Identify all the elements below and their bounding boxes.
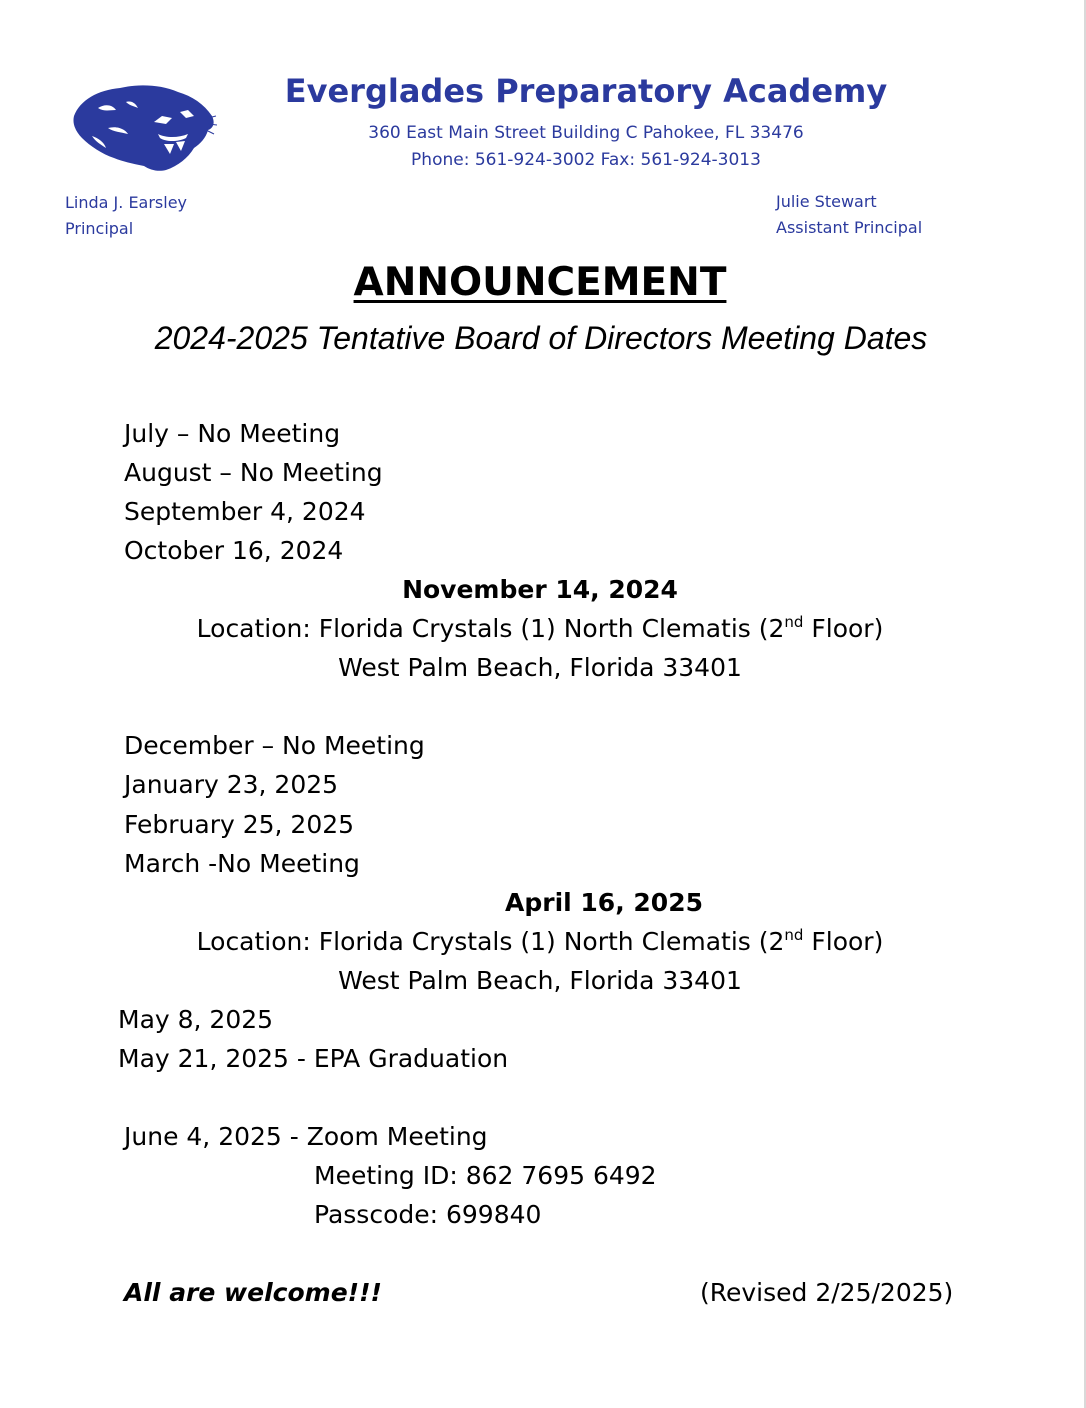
announcement-title: ANNOUNCEMENT [353,260,727,305]
school-phone-fax: Phone: 561-924-3002 Fax: 561-924-3013 [411,150,761,170]
location-ordinal: nd [784,613,804,631]
welcome-note: All are welcome!!! [124,1278,382,1307]
school-name: Everglades Preparatory Academy [284,72,888,110]
school-address: 360 East Main Street Building C Pahokee, FL 33476 [368,123,804,143]
location-text-end: Floor) [803,927,884,956]
meeting-may-21: May 21, 2025 - EPA Graduation [118,1044,509,1073]
assistant-principal-block [776,189,922,241]
announcement-subtitle: 2024-2025 Tentative Board of Directors Meeting Dates [154,320,928,356]
meeting-april-date: April 16, 2025 [505,888,703,917]
principal-title: Principal [65,219,134,238]
location-text: Location: Florida Crystals (1) North Clematis (2 [196,614,785,643]
meeting-august: August – No Meeting [124,458,383,487]
meeting-october: October 16, 2024 [124,536,344,565]
meeting-september: September 4, 2024 [124,497,366,526]
assistant-principal-name: Julie Stewart [776,192,877,211]
location-text-end: Floor) [803,614,884,643]
meeting-december: December – No Meeting [124,731,425,760]
zoom-meeting-id: Meeting ID: 862 7695 6492 [314,1161,657,1190]
assistant-principal-title: Assistant Principal [776,218,923,237]
revised-date: (Revised 2/25/2025) [700,1278,954,1307]
meeting-march: March -No Meeting [124,849,360,878]
meeting-november-city: West Palm Beach, Florida 33401 [338,653,742,682]
meeting-april-city: West Palm Beach, Florida 33401 [338,966,742,995]
principal-name: Linda J. Earsley [65,193,188,212]
meeting-january: January 23, 2025 [124,770,339,799]
location-text: Location: Florida Crystals (1) North Clematis (2 [196,927,785,956]
location-ordinal: nd [784,926,804,944]
meeting-february: February 25, 2025 [124,810,355,839]
principal-block [65,190,187,242]
meeting-april-location [0,926,1080,958]
meeting-july: July – No Meeting [124,419,341,448]
meeting-may-8: May 8, 2025 [118,1005,274,1034]
zoom-passcode: Passcode: 699840 [314,1200,542,1229]
meeting-june: June 4, 2025 - Zoom Meeting [124,1122,488,1151]
meeting-november-location [0,613,1080,645]
meeting-november-date: November 14, 2024 [402,575,678,604]
